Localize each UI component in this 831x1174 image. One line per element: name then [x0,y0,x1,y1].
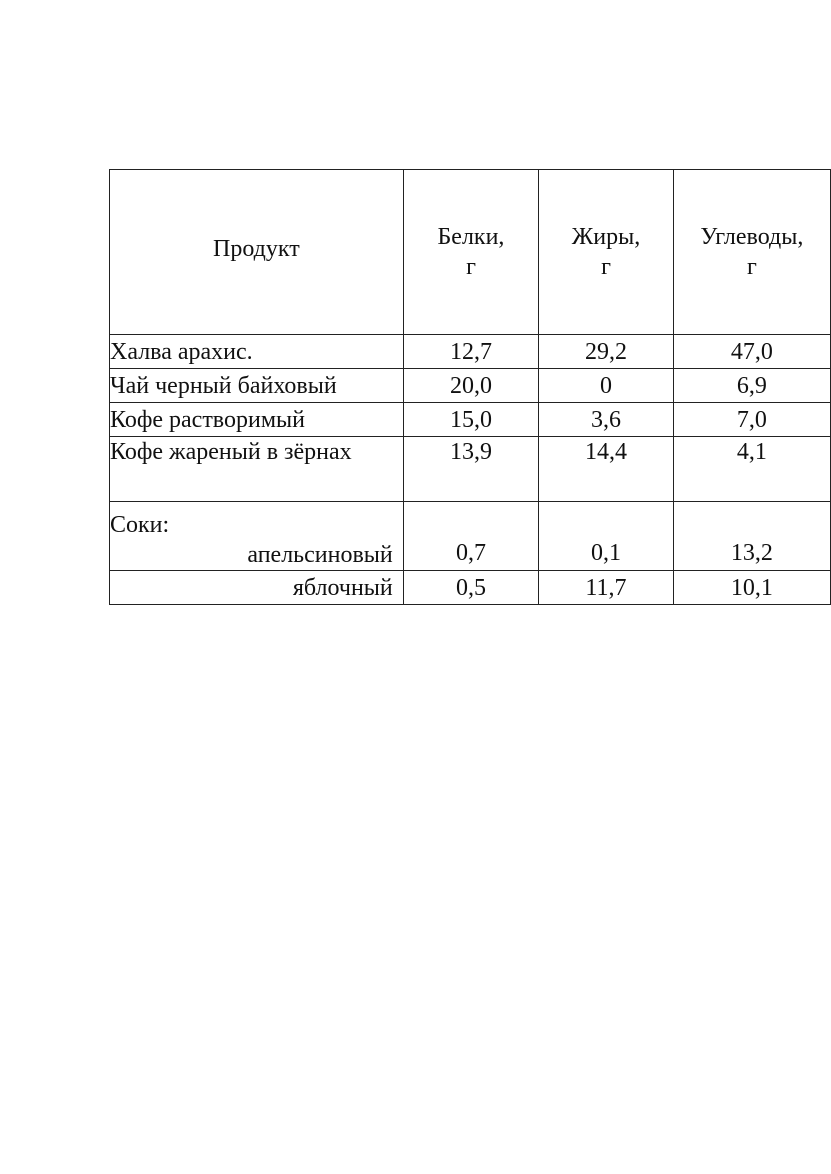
header-fat-line1: Жиры, [571,224,641,250]
header-carbs [673,170,830,335]
table-header-row [110,170,831,335]
header-protein-line2: г [466,254,476,280]
header-carbs-line1: Углеводы, [700,224,804,250]
cell-fat: 3,6 [539,403,674,437]
header-product-label: Продукт [213,236,300,262]
header-protein-line1: Белки, [437,224,505,250]
cell-carbs: 10,1 [673,571,830,605]
cell-product-group [110,502,404,571]
cell-fat: 0,1 [539,502,674,571]
nutrition-table [109,169,831,605]
cell-product: Кофе растворимый [110,403,404,437]
cell-product: Халва арахис. [110,335,404,369]
table-row [110,335,831,369]
cell-fat: 29,2 [539,335,674,369]
table-row [110,369,831,403]
table-row [110,437,831,502]
cell-protein: 12,7 [403,335,538,369]
cell-protein: 20,0 [403,369,538,403]
header-protein [403,170,538,335]
header-carbs-line2: г [746,254,757,280]
table-row [110,502,831,571]
cell-fat: 0 [539,369,674,403]
cell-product: Кофе жареный в зёрнах [110,437,404,502]
table-row [110,571,831,605]
cell-carbs: 47,0 [673,335,830,369]
header-product [110,170,404,335]
cell-product: Чай черный байховый [110,369,404,403]
cell-carbs: 6,9 [673,369,830,403]
header-fat [539,170,674,335]
cell-carbs: 4,1 [673,437,830,502]
cell-carbs: 13,2 [673,502,830,571]
juices-group-label: Соки: [110,512,170,538]
cell-fat: 14,4 [539,437,674,502]
cell-protein: 0,5 [403,571,538,605]
cell-fat: 11,7 [539,571,674,605]
cell-product: яблочный [110,571,404,605]
table-row [110,403,831,437]
cell-protein: 13,9 [403,437,538,502]
cell-carbs: 7,0 [673,403,830,437]
header-fat-line2: г [601,254,611,280]
cell-protein: 15,0 [403,403,538,437]
juice-name: апельсиновый [247,542,393,568]
cell-protein: 0,7 [403,502,538,571]
